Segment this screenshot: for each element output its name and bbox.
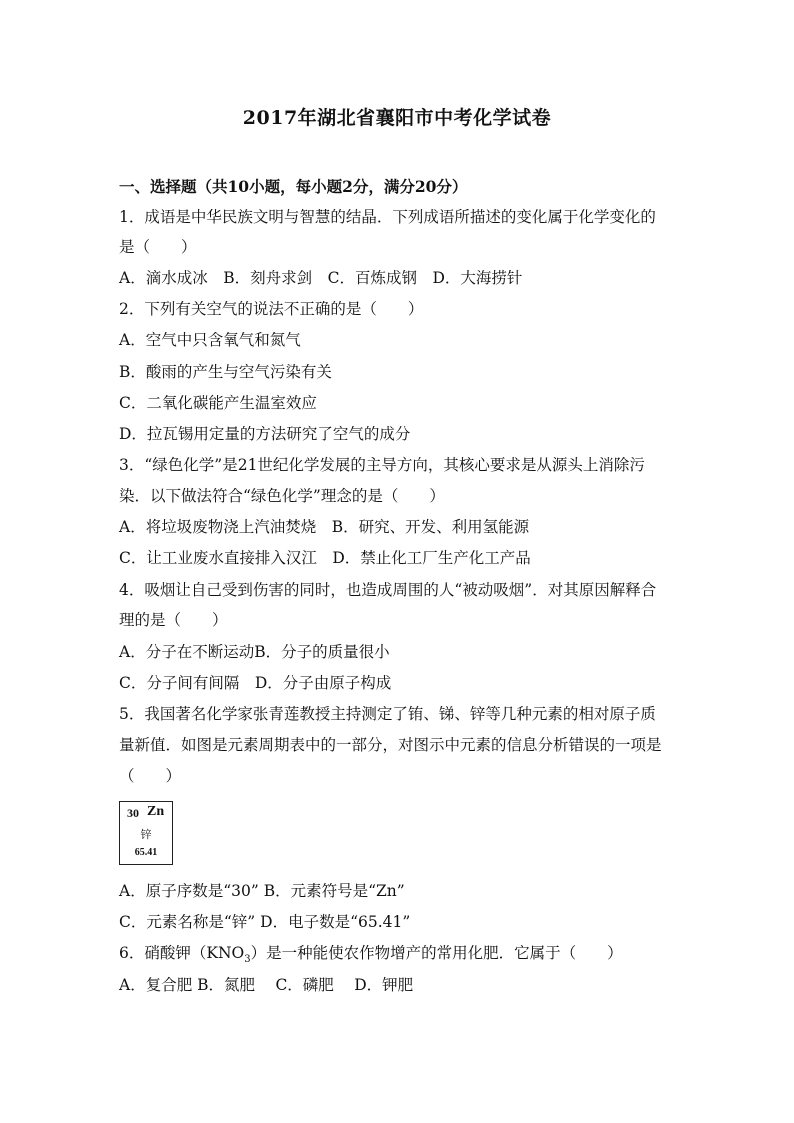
- atomic-number: 30: [127, 806, 139, 820]
- q1-stem-line-1: 1．成语是中华民族文明与智慧的结晶．下列成语所描述的变化属于化学变化的: [119, 208, 656, 226]
- q3-stem-line-2: 染．以下做法符合“绿色化学”理念的是（ ）: [119, 487, 445, 505]
- q5-stem-line-2: 量新值．如图是元素周期表中的一部分，对图示中元素的信息分析错误的一项是: [119, 736, 662, 754]
- q6-stem-pre: 6．硝酸钾（KNO: [119, 944, 245, 962]
- q6-stem-post: ）是一种能使农作物增产的常用化肥．它属于（ ）: [250, 944, 623, 962]
- q6-stem: [119, 943, 679, 970]
- q6-stem-subscript: 3: [244, 954, 251, 966]
- section-heading: 一、选择题（共10小题，每小题2分，满分20分）: [119, 177, 468, 196]
- q3-options-ab: A．将垃圾废物浇上汽油焚烧 B．研究、开发、利用氢能源: [119, 518, 530, 536]
- q6-options: A．复合肥 B．氮肥 C．磷肥 D．钾肥: [119, 976, 414, 994]
- q5-stem-line-3: （ ）: [119, 767, 182, 785]
- element-name: 锌: [140, 828, 152, 841]
- page-title: 2017年湖北省襄阳市中考化学试卷: [242, 107, 552, 129]
- q2-option-d: D．拉瓦锡用定量的方法研究了空气的成分: [119, 425, 411, 443]
- q1-options: A．滴水成冰 B．刻舟求剑 C．百炼成钢 D．大海捞针: [119, 269, 523, 287]
- q3-options-cd: C．让工业废水直接排入汉江 D．禁止化工厂生产化工产品: [119, 549, 531, 567]
- q2-stem: 2．下列有关空气的说法不正确的是（ ）: [119, 300, 424, 318]
- q3-stem-line-1: 3．“绿色化学”是21世纪化学发展的主导方向，其核心要求是从源头上消除污: [119, 456, 645, 474]
- q2-option-b: B．酸雨的产生与空气污染有关: [119, 363, 332, 381]
- q4-options-ab: A．分子在不断运动B．分子的质量很小: [119, 643, 390, 661]
- q4-stem-line-1: 4．吸烟让自己受到伤害的同时，也造成周围的人“被动吸烟”．对其原因解释合: [119, 581, 657, 599]
- element-symbol: Zn: [147, 804, 165, 819]
- q5-options-ab: A．原子序数是“30” B．元素符号是“Zn”: [119, 882, 405, 900]
- q5-options-cd: C．元素名称是“锌” D．电子数是“65.41”: [119, 913, 411, 931]
- atomic-mass: 65.41: [134, 847, 158, 858]
- q5-stem-line-1: 5．我国著名化学家张青莲教授主持测定了铕、锑、锌等几种元素的相对原子质: [119, 705, 656, 723]
- periodic-table-cell-zinc: [119, 801, 173, 865]
- q1-stem-line-2: 是（ ）: [119, 238, 197, 256]
- q2-option-a: A．空气中只含氧气和氮气: [119, 331, 301, 349]
- q4-options-cd: C．分子间有间隔 D．分子由原子构成: [119, 674, 392, 692]
- q4-stem-line-2: 理的是（ ）: [119, 611, 228, 629]
- q2-option-c: C．二氧化碳能产生温室效应: [119, 394, 317, 412]
